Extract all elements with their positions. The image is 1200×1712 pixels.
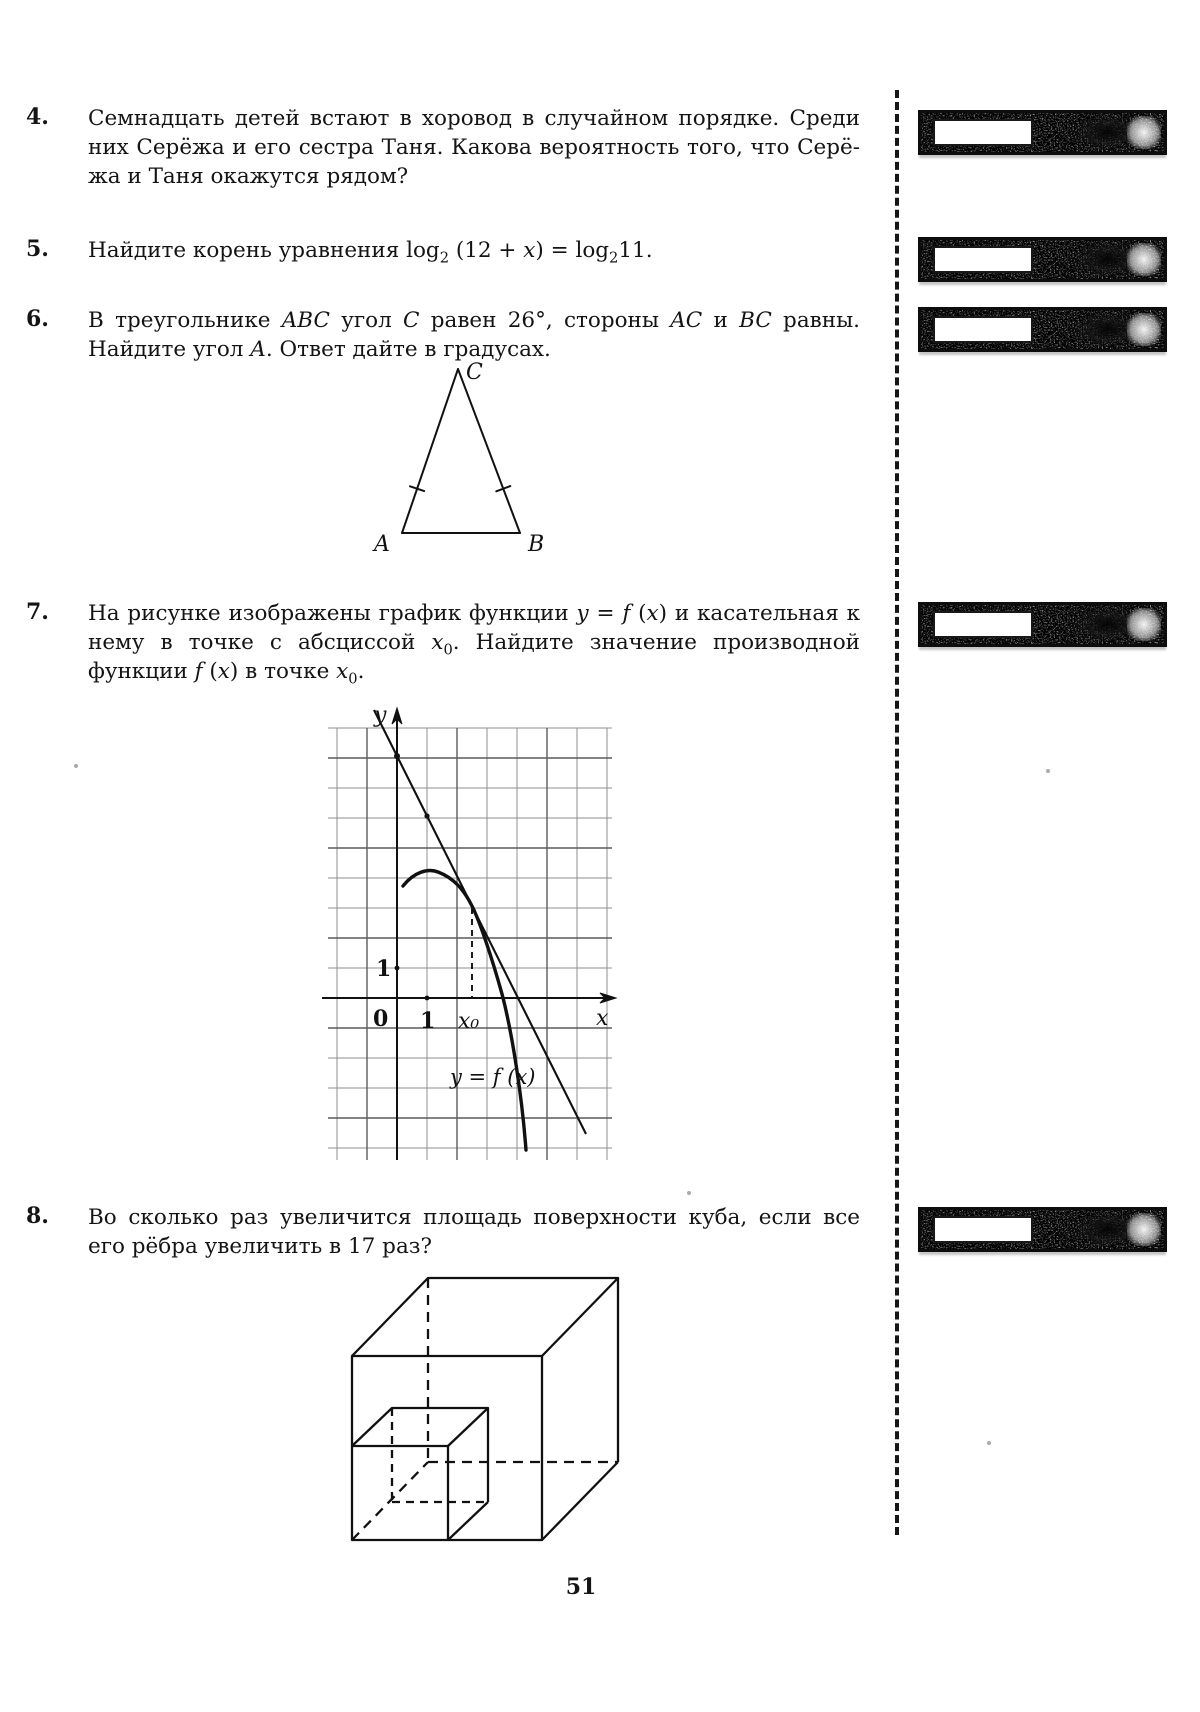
text-line: них Серёжа и его сестра Таня. Какова вероятность того, что Серё- — [88, 135, 860, 160]
scan-speck — [1046, 769, 1050, 773]
text-line: функции f (x) в точке $x_0$. — [88, 659, 365, 688]
answer-field-problem-6[interactable] — [918, 307, 1167, 352]
triangle-side-bc — [458, 369, 520, 533]
vertex-label-b: B — [528, 532, 545, 555]
grid-lines — [328, 728, 612, 1160]
y-axis-label: y — [374, 703, 387, 728]
text-line: Во сколько раз увеличится площадь поверхности куба, если все — [88, 1205, 860, 1230]
answer-entry-cell[interactable] — [933, 611, 1033, 638]
answer-field-problem-4[interactable] — [918, 110, 1167, 155]
tangent-point-dot — [424, 813, 429, 818]
vertex-label-a: A — [374, 532, 390, 555]
text-line: нему в точке с абсциссой $x_0$. Найдите значение производной — [88, 630, 860, 659]
curve-label: y = f (x) — [450, 1065, 536, 1089]
text-line: Семнадцать детей встают в хоровод в случайном порядке. Среди — [88, 106, 860, 131]
text-line: В треугольнике ABC угол C равен 26°, стороны AC и BC равны. — [88, 308, 861, 333]
answer-entry-cell[interactable] — [933, 1216, 1033, 1243]
problem-4-number: 4. — [26, 104, 49, 130]
answer-field-problem-8[interactable] — [918, 1207, 1167, 1252]
light-patch — [1127, 608, 1161, 641]
x-axis-label: x — [596, 1006, 609, 1031]
x-one-label: 1 — [420, 1008, 436, 1034]
page-number: 51 — [565, 1574, 597, 1600]
text-line: жа и Таня окажутся рядом? — [88, 164, 409, 189]
y-one-label: 1 — [376, 956, 392, 982]
function-graph-figure — [290, 672, 630, 1172]
light-patch — [1127, 313, 1161, 346]
x-tick-1 — [425, 996, 430, 1001]
text-line: его рёбра увеличить в 17 раз? — [88, 1234, 433, 1259]
isosceles-triangle-figure — [350, 355, 570, 555]
x0-label: x₀ — [458, 1009, 480, 1034]
grid-lines-dark — [328, 728, 612, 1160]
tangent-point-dot — [394, 753, 400, 759]
problem-8-text — [88, 1203, 860, 1261]
problem-8-number: 8. — [26, 1203, 49, 1229]
text-line: На рисунке изображены график функции y = f (x) и касательная к — [88, 601, 861, 626]
big-cube-top-face — [352, 1278, 618, 1356]
light-patch — [1127, 1213, 1161, 1246]
problem-6-number: 6. — [26, 306, 49, 332]
answer-entry-cell[interactable] — [933, 316, 1033, 343]
cube-figure — [330, 1255, 640, 1565]
equation-line: Найдите корень уравнения $\log_2 (12 + x) = \log_211$. — [88, 238, 653, 267]
problem-5-number: 5. — [26, 236, 49, 262]
answer-field-problem-5[interactable] — [918, 237, 1167, 282]
answer-entry-cell[interactable] — [933, 246, 1033, 273]
text-line: Найдите угол A. Ответ дайте в градусах. — [88, 337, 551, 362]
light-patch — [1127, 243, 1161, 276]
origin-label: 0 — [373, 1006, 389, 1032]
scan-speck — [687, 1191, 691, 1195]
vertex-label-c: C — [466, 360, 483, 385]
dashed-divider-line — [895, 90, 899, 1535]
problem-4-text — [88, 104, 860, 191]
big-cube-hidden-diagonal — [352, 1462, 428, 1540]
triangle-side-ac — [402, 369, 458, 533]
y-tick-1 — [395, 966, 400, 971]
scan-speck — [987, 1441, 991, 1445]
light-patch — [1127, 116, 1161, 149]
problem-7-number: 7. — [26, 599, 49, 625]
problem-5-text — [88, 236, 860, 265]
scan-speck — [74, 764, 78, 768]
answer-field-problem-7[interactable] — [918, 602, 1167, 647]
small-cube-top-face — [352, 1408, 488, 1446]
answer-entry-cell[interactable] — [933, 119, 1033, 146]
